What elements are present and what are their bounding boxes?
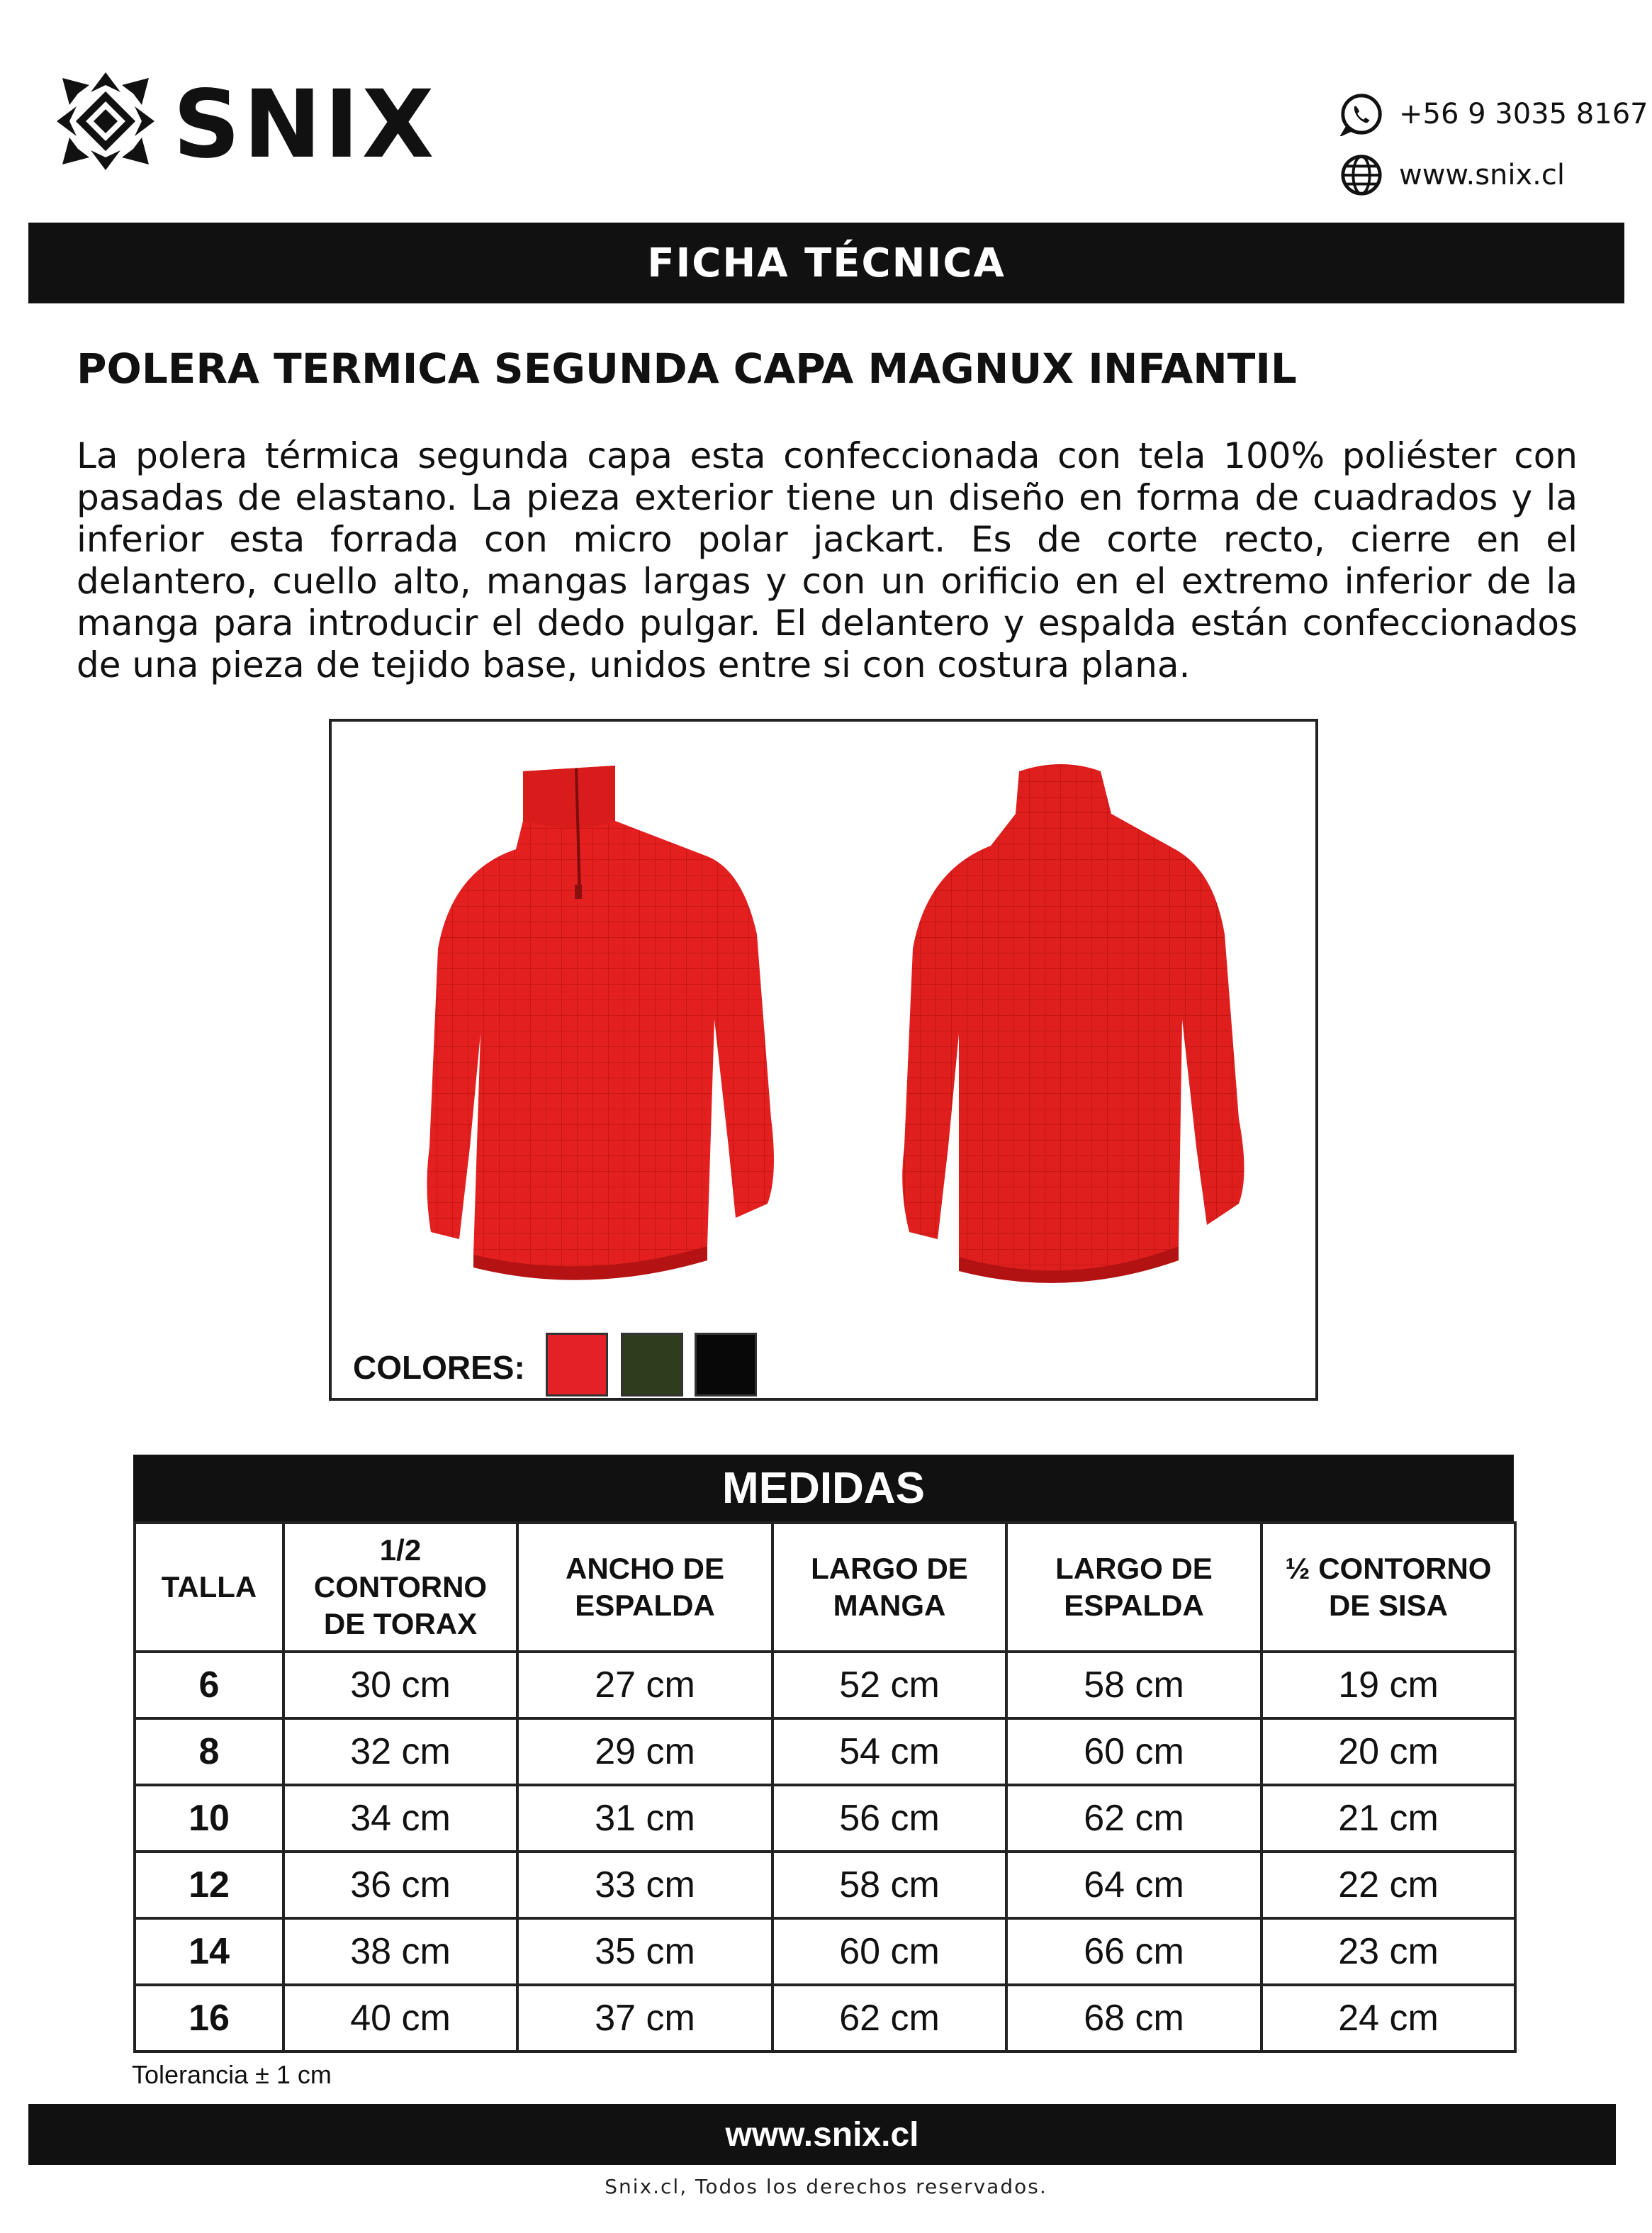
cell-talla: 16 (135, 1985, 283, 2052)
cell-value: 33 cm (517, 1852, 772, 1918)
cell-value: 22 cm (1262, 1852, 1515, 1918)
cell-value: 31 cm (517, 1785, 772, 1852)
brand-name: SNIX (173, 70, 437, 179)
table-row (135, 1718, 1515, 1785)
product-description: La polera térmica segunda capa esta confeccionada con tela 100% poliéster con pasadas de elastano. La pieza exterior tiene un diseño en forma de cuadrados y la inferior esta forrada con micro polar jackart. Es de corte recto, cierre en el delantero, cuello alto, mangas largas y con un orificio en el extremo inferior de la manga para introducir el dedo pulgar. El delantero y espalda están confeccionados de una pieza de tejido base, unidos entre si con costura plana. (77, 435, 1578, 685)
color-swatch-green[interactable] (621, 1333, 683, 1397)
table-row (135, 1852, 1515, 1918)
header-talla: TALLA (135, 1523, 283, 1652)
cell-talla: 14 (135, 1918, 283, 1985)
product-image-box (329, 719, 1318, 1401)
header-ancho-espalda: ANCHO DE ESPALDA (517, 1523, 772, 1652)
cell-value: 58 cm (772, 1852, 1006, 1918)
cell-value: 60 cm (1006, 1718, 1262, 1785)
header-contorno-torax: 1/2 CONTORNO DE TORAX (283, 1523, 517, 1652)
shirt-back-image (842, 750, 1281, 1303)
cell-talla: 10 (135, 1785, 283, 1852)
header-largo-manga: LARGO DE MANGA (772, 1523, 1006, 1652)
cell-value: 24 cm (1262, 1985, 1515, 2052)
cell-value: 66 cm (1006, 1918, 1262, 1985)
brand-logo (52, 68, 437, 181)
contact-phone[interactable] (1339, 89, 1648, 139)
cell-talla: 6 (135, 1652, 283, 1718)
website-link: www.snix.cl (1399, 159, 1565, 191)
color-swatch-red[interactable] (546, 1333, 608, 1397)
whatsapp-icon (1339, 92, 1383, 136)
cell-value: 20 cm (1262, 1718, 1515, 1785)
contact-website[interactable] (1339, 150, 1565, 200)
colors-label: COLORES: (353, 1349, 525, 1386)
cell-value: 36 cm (283, 1852, 517, 1918)
cell-talla: 8 (135, 1718, 283, 1785)
phone-number: +56 9 3035 8167 (1399, 98, 1648, 130)
footer-website[interactable]: www.snix.cl (28, 2104, 1616, 2165)
cell-value: 35 cm (517, 1918, 772, 1985)
cell-value: 23 cm (1262, 1918, 1515, 1985)
cell-value: 29 cm (517, 1718, 772, 1785)
globe-icon (1339, 153, 1383, 197)
product-title: POLERA TERMICA SEGUNDA CAPA MAGNUX INFANTIL (77, 345, 1297, 393)
cell-value: 58 cm (1006, 1652, 1262, 1718)
measurements-table (133, 1521, 1517, 2053)
color-swatch-black[interactable] (695, 1333, 757, 1397)
header-contorno-sisa: ½ CONTORNO DE SISA (1262, 1523, 1515, 1652)
cell-value: 68 cm (1006, 1985, 1262, 2052)
tolerance-note: Tolerancia ± 1 cm (132, 2060, 332, 2089)
cell-value: 64 cm (1006, 1852, 1262, 1918)
cell-value: 52 cm (772, 1652, 1006, 1718)
snix-emblem-icon (52, 68, 159, 174)
table-row (135, 1785, 1515, 1852)
cell-value: 30 cm (283, 1652, 517, 1718)
cell-value: 56 cm (772, 1785, 1006, 1852)
cell-value: 27 cm (517, 1652, 772, 1718)
table-row (135, 1918, 1515, 1985)
cell-value: 34 cm (283, 1785, 517, 1852)
table-header-row (135, 1523, 1515, 1652)
cell-value: 60 cm (772, 1918, 1006, 1985)
ficha-tecnica-banner: FICHA TÉCNICA (28, 223, 1624, 303)
copyright-text: Snix.cl, Todos los derechos reservados. (605, 2175, 1047, 2198)
cell-value: 38 cm (283, 1918, 517, 1985)
cell-talla: 12 (135, 1852, 283, 1918)
shirt-front-image (374, 750, 814, 1303)
cell-value: 40 cm (283, 1985, 517, 2052)
cell-value: 54 cm (772, 1718, 1006, 1785)
cell-value: 62 cm (1006, 1785, 1262, 1852)
header-largo-espalda: LARGO DE ESPALDA (1006, 1523, 1262, 1652)
cell-value: 21 cm (1262, 1785, 1515, 1852)
cell-value: 37 cm (517, 1985, 772, 2052)
cell-value: 19 cm (1262, 1652, 1515, 1718)
medidas-title: MEDIDAS (133, 1455, 1514, 1521)
table-row (135, 1985, 1515, 2052)
cell-value: 62 cm (772, 1985, 1006, 2052)
table-row (135, 1652, 1515, 1718)
cell-value: 32 cm (283, 1718, 517, 1785)
